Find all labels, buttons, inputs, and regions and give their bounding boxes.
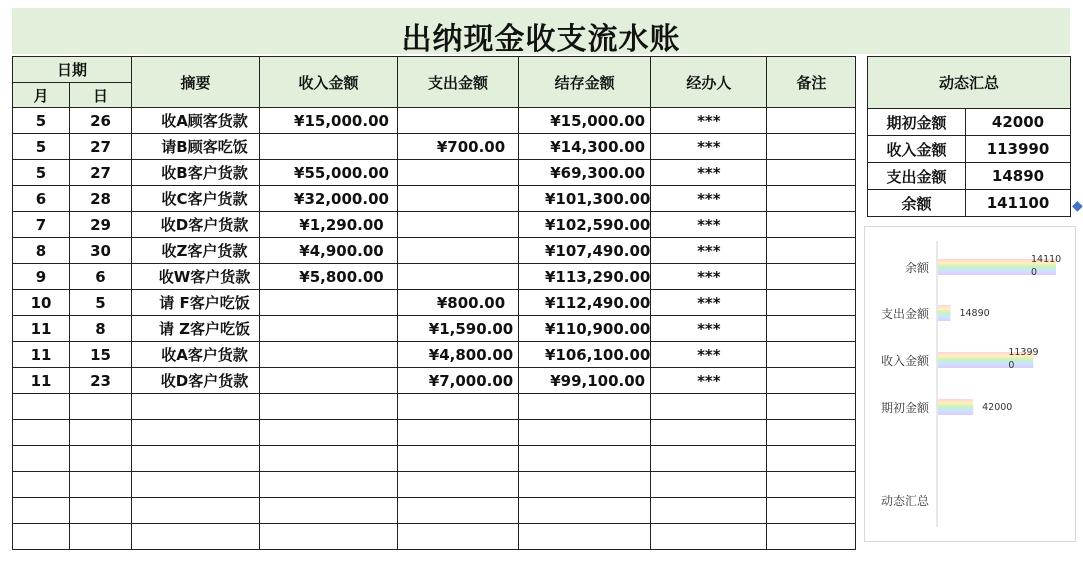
cell-expense[interactable] bbox=[398, 108, 519, 134]
cell-remark[interactable] bbox=[767, 342, 856, 368]
empty-cell[interactable] bbox=[260, 524, 398, 550]
empty-cell[interactable] bbox=[519, 524, 651, 550]
table-row bbox=[13, 290, 856, 316]
summary-panel-title: 动态汇总 bbox=[868, 57, 1071, 109]
empty-cell[interactable] bbox=[260, 446, 398, 472]
cell-expense[interactable] bbox=[398, 264, 519, 290]
empty-cell[interactable] bbox=[70, 524, 132, 550]
cell-day[interactable]: 27 bbox=[70, 134, 132, 160]
empty-cell[interactable] bbox=[767, 394, 856, 420]
empty-cell[interactable] bbox=[519, 472, 651, 498]
cell-summary[interactable]: 请 F客户吃饭 bbox=[132, 290, 260, 316]
cell-month[interactable]: 8 bbox=[13, 238, 70, 264]
cell-remark[interactable] bbox=[767, 290, 856, 316]
summary-value: 14890 bbox=[966, 163, 1071, 190]
cell-remark[interactable] bbox=[767, 160, 856, 186]
cell-income[interactable] bbox=[260, 342, 398, 368]
cell-balance[interactable]: ¥107,490.00 bbox=[519, 238, 651, 264]
cell-month[interactable]: 5 bbox=[13, 134, 70, 160]
summary-label: 支出金额 bbox=[868, 163, 966, 190]
cell-handler[interactable]: *** bbox=[651, 290, 767, 316]
cell-remark[interactable] bbox=[767, 316, 856, 342]
empty-cell[interactable] bbox=[13, 420, 70, 446]
summary-label: 期初金额 bbox=[868, 109, 966, 136]
chart-category-label: 收入金额 bbox=[880, 354, 929, 368]
title-band bbox=[12, 8, 1070, 57]
cell-summary[interactable]: 收A顾客货款 bbox=[132, 108, 260, 134]
cell-handler[interactable]: *** bbox=[651, 134, 767, 160]
cell-remark[interactable] bbox=[767, 264, 856, 290]
day-header: 日 bbox=[70, 83, 132, 108]
summary-header: 摘要 bbox=[132, 57, 260, 108]
table-row bbox=[13, 316, 856, 342]
cell-month[interactable]: 5 bbox=[13, 108, 70, 134]
cell-summary[interactable]: 请 Z客户吃饭 bbox=[132, 316, 260, 342]
cell-day[interactable]: 28 bbox=[70, 186, 132, 212]
chart-category-label: 期初金额 bbox=[880, 401, 929, 415]
cell-income[interactable] bbox=[260, 290, 398, 316]
cell-month[interactable]: 10 bbox=[13, 290, 70, 316]
empty-cell[interactable] bbox=[260, 394, 398, 420]
cell-handler[interactable]: *** bbox=[651, 108, 767, 134]
cell-expense[interactable] bbox=[398, 186, 519, 212]
cell-balance[interactable]: ¥101,300.00 bbox=[519, 186, 651, 212]
empty-cell[interactable] bbox=[767, 498, 856, 524]
cell-summary[interactable]: 收Z客户货款 bbox=[132, 238, 260, 264]
empty-cell[interactable] bbox=[132, 524, 260, 550]
cell-summary[interactable]: 请B顾客吃饭 bbox=[132, 134, 260, 160]
empty-cell[interactable] bbox=[651, 446, 767, 472]
empty-cell[interactable] bbox=[651, 472, 767, 498]
empty-cell[interactable] bbox=[260, 498, 398, 524]
chart-handle-icon[interactable]: ◆ bbox=[1072, 198, 1083, 214]
chart-data-label: 42000 bbox=[982, 402, 1013, 413]
empty-cell[interactable] bbox=[519, 394, 651, 420]
cell-handler[interactable]: *** bbox=[651, 264, 767, 290]
cell-income[interactable] bbox=[260, 134, 398, 160]
empty-cell[interactable] bbox=[132, 394, 260, 420]
chart-svg bbox=[865, 227, 1075, 541]
page-title: 出纳现金收支流水账 bbox=[401, 22, 681, 57]
table-row bbox=[13, 368, 856, 394]
cell-expense[interactable] bbox=[398, 212, 519, 238]
cell-handler[interactable]: *** bbox=[651, 316, 767, 342]
empty-cell[interactable] bbox=[519, 420, 651, 446]
cell-summary[interactable]: 收D客户货款 bbox=[132, 212, 260, 238]
empty-cell[interactable] bbox=[70, 472, 132, 498]
empty-row bbox=[13, 446, 856, 472]
empty-cell[interactable] bbox=[767, 446, 856, 472]
empty-cell[interactable] bbox=[519, 446, 651, 472]
cell-day[interactable]: 6 bbox=[70, 264, 132, 290]
summary-panel bbox=[867, 56, 1071, 217]
empty-cell[interactable] bbox=[70, 420, 132, 446]
cell-remark[interactable] bbox=[767, 108, 856, 134]
empty-cell[interactable] bbox=[13, 472, 70, 498]
empty-cell[interactable] bbox=[651, 524, 767, 550]
empty-cell[interactable] bbox=[13, 524, 70, 550]
cell-handler[interactable]: *** bbox=[651, 368, 767, 394]
empty-cell[interactable] bbox=[398, 472, 519, 498]
empty-row bbox=[13, 498, 856, 524]
empty-cell[interactable] bbox=[70, 394, 132, 420]
income-header: 收入金额 bbox=[260, 57, 398, 108]
cell-month[interactable]: 7 bbox=[13, 212, 70, 238]
cell-income[interactable]: ¥1,290.00 bbox=[260, 212, 398, 238]
empty-cell[interactable] bbox=[767, 420, 856, 446]
chart-data-label: 14890 bbox=[959, 308, 990, 319]
cell-day[interactable]: 26 bbox=[70, 108, 132, 134]
cell-expense[interactable]: ¥1,590.00 bbox=[398, 316, 519, 342]
table-row bbox=[13, 108, 856, 134]
empty-row bbox=[13, 524, 856, 550]
cell-remark[interactable] bbox=[767, 212, 856, 238]
cell-summary[interactable]: 收A客户货款 bbox=[132, 342, 260, 368]
chart-bar bbox=[938, 305, 950, 321]
empty-cell[interactable] bbox=[651, 394, 767, 420]
handler-header: 经办人 bbox=[651, 57, 767, 108]
cell-expense[interactable]: ¥7,000.00 bbox=[398, 368, 519, 394]
cell-balance[interactable]: ¥99,100.00 bbox=[519, 368, 651, 394]
chart-data-label: 11399 bbox=[1008, 347, 1039, 358]
cell-month[interactable]: 11 bbox=[13, 342, 70, 368]
empty-cell[interactable] bbox=[398, 420, 519, 446]
cell-remark[interactable] bbox=[767, 368, 856, 394]
cell-summary[interactable]: 收B客户货款 bbox=[132, 160, 260, 186]
empty-cell[interactable] bbox=[398, 498, 519, 524]
cell-expense[interactable] bbox=[398, 238, 519, 264]
cell-month[interactable]: 11 bbox=[13, 368, 70, 394]
empty-cell[interactable] bbox=[651, 420, 767, 446]
empty-cell[interactable] bbox=[398, 524, 519, 550]
cell-handler[interactable]: *** bbox=[651, 186, 767, 212]
cell-balance[interactable]: ¥69,300.00 bbox=[519, 160, 651, 186]
cell-balance[interactable]: ¥110,900.00 bbox=[519, 316, 651, 342]
empty-cell[interactable] bbox=[70, 498, 132, 524]
empty-cell[interactable] bbox=[519, 498, 651, 524]
cell-balance[interactable]: ¥15,000.00 bbox=[519, 108, 651, 134]
cell-handler[interactable]: *** bbox=[651, 160, 767, 186]
cell-day[interactable]: 30 bbox=[70, 238, 132, 264]
chart-bar bbox=[938, 399, 973, 415]
cell-day[interactable]: 23 bbox=[70, 368, 132, 394]
empty-cell[interactable] bbox=[398, 394, 519, 420]
empty-cell[interactable] bbox=[651, 498, 767, 524]
empty-cell[interactable] bbox=[398, 446, 519, 472]
expense-header: 支出金额 bbox=[398, 57, 519, 108]
cell-summary[interactable]: 收W客户货款 bbox=[132, 264, 260, 290]
cell-expense[interactable] bbox=[398, 160, 519, 186]
cell-income[interactable]: ¥15,000.00 bbox=[260, 108, 398, 134]
cell-month[interactable]: 9 bbox=[13, 264, 70, 290]
summary-value: 113990 bbox=[966, 136, 1071, 163]
summary-value: 42000 bbox=[966, 109, 1071, 136]
chart-category-label: 支出金额 bbox=[880, 307, 929, 321]
chart-data-label: 14110 bbox=[1031, 254, 1062, 265]
summary-label: 收入金额 bbox=[868, 136, 966, 163]
cell-month[interactable]: 6 bbox=[13, 186, 70, 212]
empty-cell[interactable] bbox=[13, 498, 70, 524]
cell-remark[interactable] bbox=[767, 238, 856, 264]
chart-data-label: 0 bbox=[1008, 360, 1015, 371]
summary-label: 余额 bbox=[868, 190, 966, 217]
cell-handler[interactable]: *** bbox=[651, 238, 767, 264]
cell-day[interactable]: 15 bbox=[70, 342, 132, 368]
summary-value: 141100 bbox=[966, 190, 1071, 217]
empty-cell[interactable] bbox=[767, 524, 856, 550]
cell-summary[interactable]: 收C客户货款 bbox=[132, 186, 260, 212]
cell-income[interactable] bbox=[260, 368, 398, 394]
cell-day[interactable]: 8 bbox=[70, 316, 132, 342]
cell-month[interactable]: 5 bbox=[13, 160, 70, 186]
chart-category-label: 余额 bbox=[904, 261, 929, 275]
cell-balance[interactable]: ¥112,490.00 bbox=[519, 290, 651, 316]
empty-cell[interactable] bbox=[132, 472, 260, 498]
cell-handler[interactable]: *** bbox=[651, 342, 767, 368]
table-row bbox=[13, 134, 856, 160]
cell-income[interactable]: ¥55,000.00 bbox=[260, 160, 398, 186]
cell-handler[interactable]: *** bbox=[651, 212, 767, 238]
empty-cell[interactable] bbox=[13, 446, 70, 472]
cell-expense[interactable]: ¥700.00 bbox=[398, 134, 519, 160]
empty-cell[interactable] bbox=[767, 472, 856, 498]
cell-day[interactable]: 27 bbox=[70, 160, 132, 186]
table-row bbox=[13, 238, 856, 264]
empty-cell[interactable] bbox=[13, 394, 70, 420]
empty-cell[interactable] bbox=[132, 498, 260, 524]
table-row bbox=[13, 160, 856, 186]
chart-axis-title: 动态汇总 bbox=[880, 494, 929, 508]
cell-day[interactable]: 29 bbox=[70, 212, 132, 238]
empty-row bbox=[13, 420, 856, 446]
cell-expense[interactable]: ¥800.00 bbox=[398, 290, 519, 316]
empty-cell[interactable] bbox=[260, 472, 398, 498]
cell-remark[interactable] bbox=[767, 186, 856, 212]
cell-balance[interactable]: ¥113,290.00 bbox=[519, 264, 651, 290]
cell-balance[interactable]: ¥102,590.00 bbox=[519, 212, 651, 238]
empty-cell[interactable] bbox=[260, 420, 398, 446]
summary-chart[interactable] bbox=[864, 226, 1076, 542]
table-row bbox=[13, 186, 856, 212]
empty-cell[interactable] bbox=[132, 420, 260, 446]
empty-cell[interactable] bbox=[70, 446, 132, 472]
table-row bbox=[13, 212, 856, 238]
date-header: 日期 bbox=[13, 57, 132, 83]
table-row bbox=[13, 264, 856, 290]
cell-remark[interactable] bbox=[767, 134, 856, 160]
cell-month[interactable]: 11 bbox=[13, 316, 70, 342]
cell-expense[interactable]: ¥4,800.00 bbox=[398, 342, 519, 368]
table-row bbox=[13, 342, 856, 368]
remark-header: 备注 bbox=[767, 57, 856, 108]
chart-data-label: 0 bbox=[1031, 267, 1038, 278]
cell-income[interactable] bbox=[260, 316, 398, 342]
cell-balance[interactable]: ¥106,100.00 bbox=[519, 342, 651, 368]
cell-day[interactable]: 5 bbox=[70, 290, 132, 316]
ledger-table bbox=[12, 56, 856, 550]
cell-income[interactable]: ¥5,800.00 bbox=[260, 264, 398, 290]
balance-header: 结存金额 bbox=[519, 57, 651, 108]
cell-summary[interactable]: 收D客户货款 bbox=[132, 368, 260, 394]
cell-income[interactable]: ¥32,000.00 bbox=[260, 186, 398, 212]
cell-income[interactable]: ¥4,900.00 bbox=[260, 238, 398, 264]
empty-row bbox=[13, 394, 856, 420]
month-header: 月 bbox=[13, 83, 70, 108]
empty-row bbox=[13, 472, 856, 498]
cell-balance[interactable]: ¥14,300.00 bbox=[519, 134, 651, 160]
empty-cell[interactable] bbox=[132, 446, 260, 472]
